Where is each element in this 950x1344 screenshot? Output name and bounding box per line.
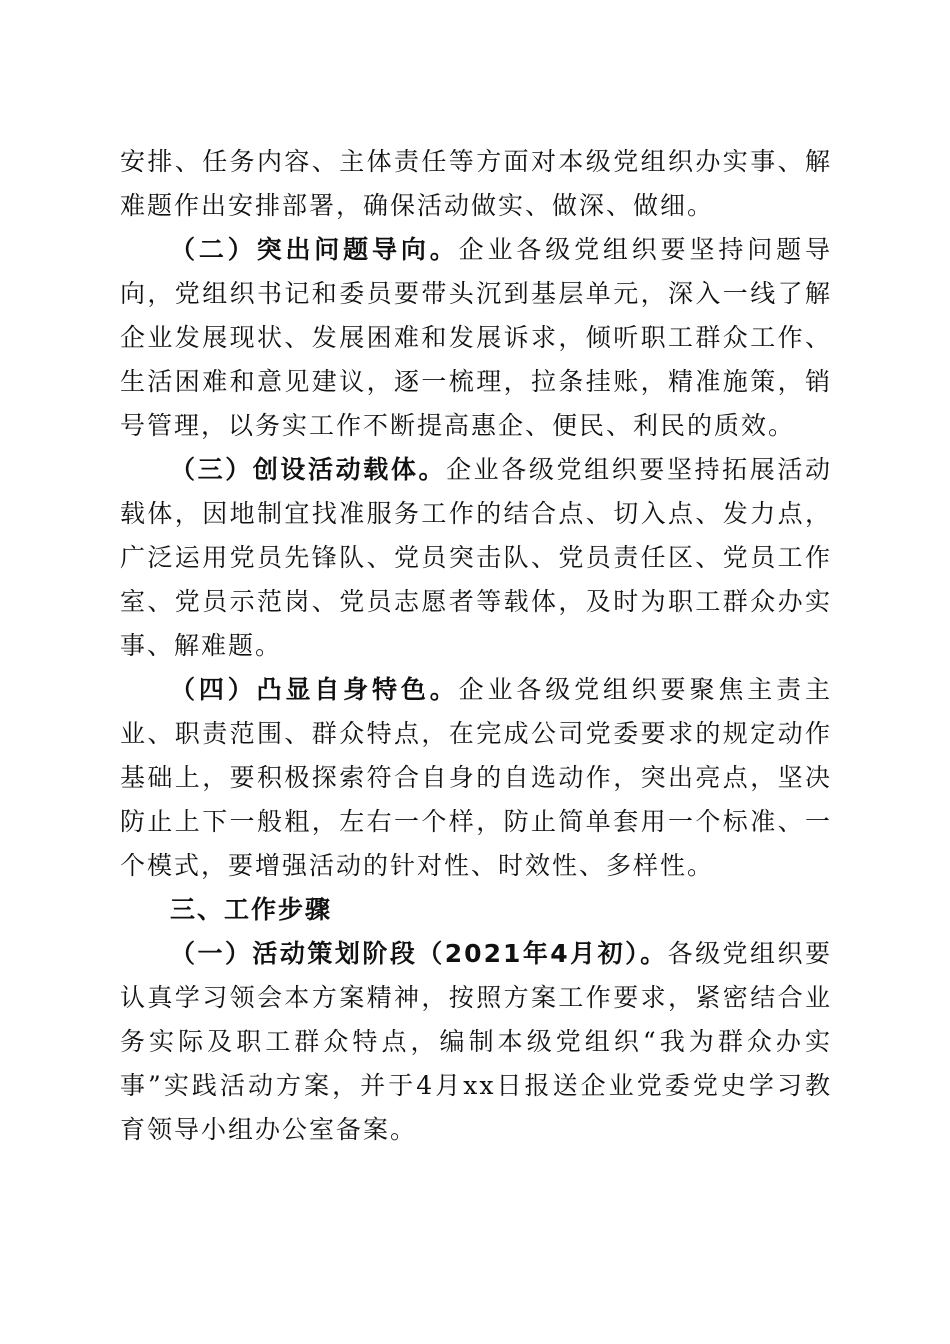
item-lead-4: （四）凸显自身特色。 <box>170 675 459 704</box>
item-paragraph-2 <box>120 228 832 448</box>
item-body-2: 企业各级党组织要坚持问题导向，党组织书记和委员要带头沉到基层单元，深入一线了解企业发展现状、发展困难和发展诉求，倾听职工群众工作、生活困难和意见建议，逐一梳理，拉条挂账，精准施策，销号管理，以务实工作不断提高惠企、便民、利民的质效。 <box>120 235 832 440</box>
step-body-1: 各级党组织要认真学习领会本方案精神，按照方案工作要求，紧密结合业务实际及职工群众特点，编制本级党组织“我为群众办实事”实践活动方案，并于4月xx日报送企业党委党史学习教育领导小组办公室备案。 <box>120 939 832 1144</box>
step-lead-1: （一）活动策划阶段（2021年4月初）。 <box>170 939 668 968</box>
item-lead-2: （二）突出问题导向。 <box>170 235 459 264</box>
item-paragraph-3 <box>120 448 832 668</box>
section-heading: 三、工作步骤 <box>170 895 333 924</box>
item-lead-3: （三）创设活动载体。 <box>170 455 447 484</box>
item-paragraph-4 <box>120 668 832 888</box>
item-body-4: 企业各级党组织要聚焦主责主业、职责范围、群众特点，在完成公司党委要求的规定动作基础上，要积极探索符合自身的自选动作，突出亮点，坚决防止上下一般粗，左右一个样，防止简单套用一个标准、一个模式，要增强活动的针对性、时效性、多样性。 <box>120 675 832 880</box>
item-body-3: 企业各级党组织要坚持拓展活动载体，因地制宜找准服务工作的结合点、切入点、发力点，广泛运用党员先锋队、党员突击队、党员责任区、党员工作室、党员示范岗、党员志愿者等载体，及时为职工群众办实事、解难题。 <box>120 455 832 660</box>
continuation-paragraph: 安排、任务内容、主体责任等方面对本级党组织办实事、解难题作出安排部署，确保活动做实、做深、做细。 <box>120 147 832 220</box>
step-paragraph-1 <box>120 932 832 1152</box>
document-page <box>120 140 832 1152</box>
